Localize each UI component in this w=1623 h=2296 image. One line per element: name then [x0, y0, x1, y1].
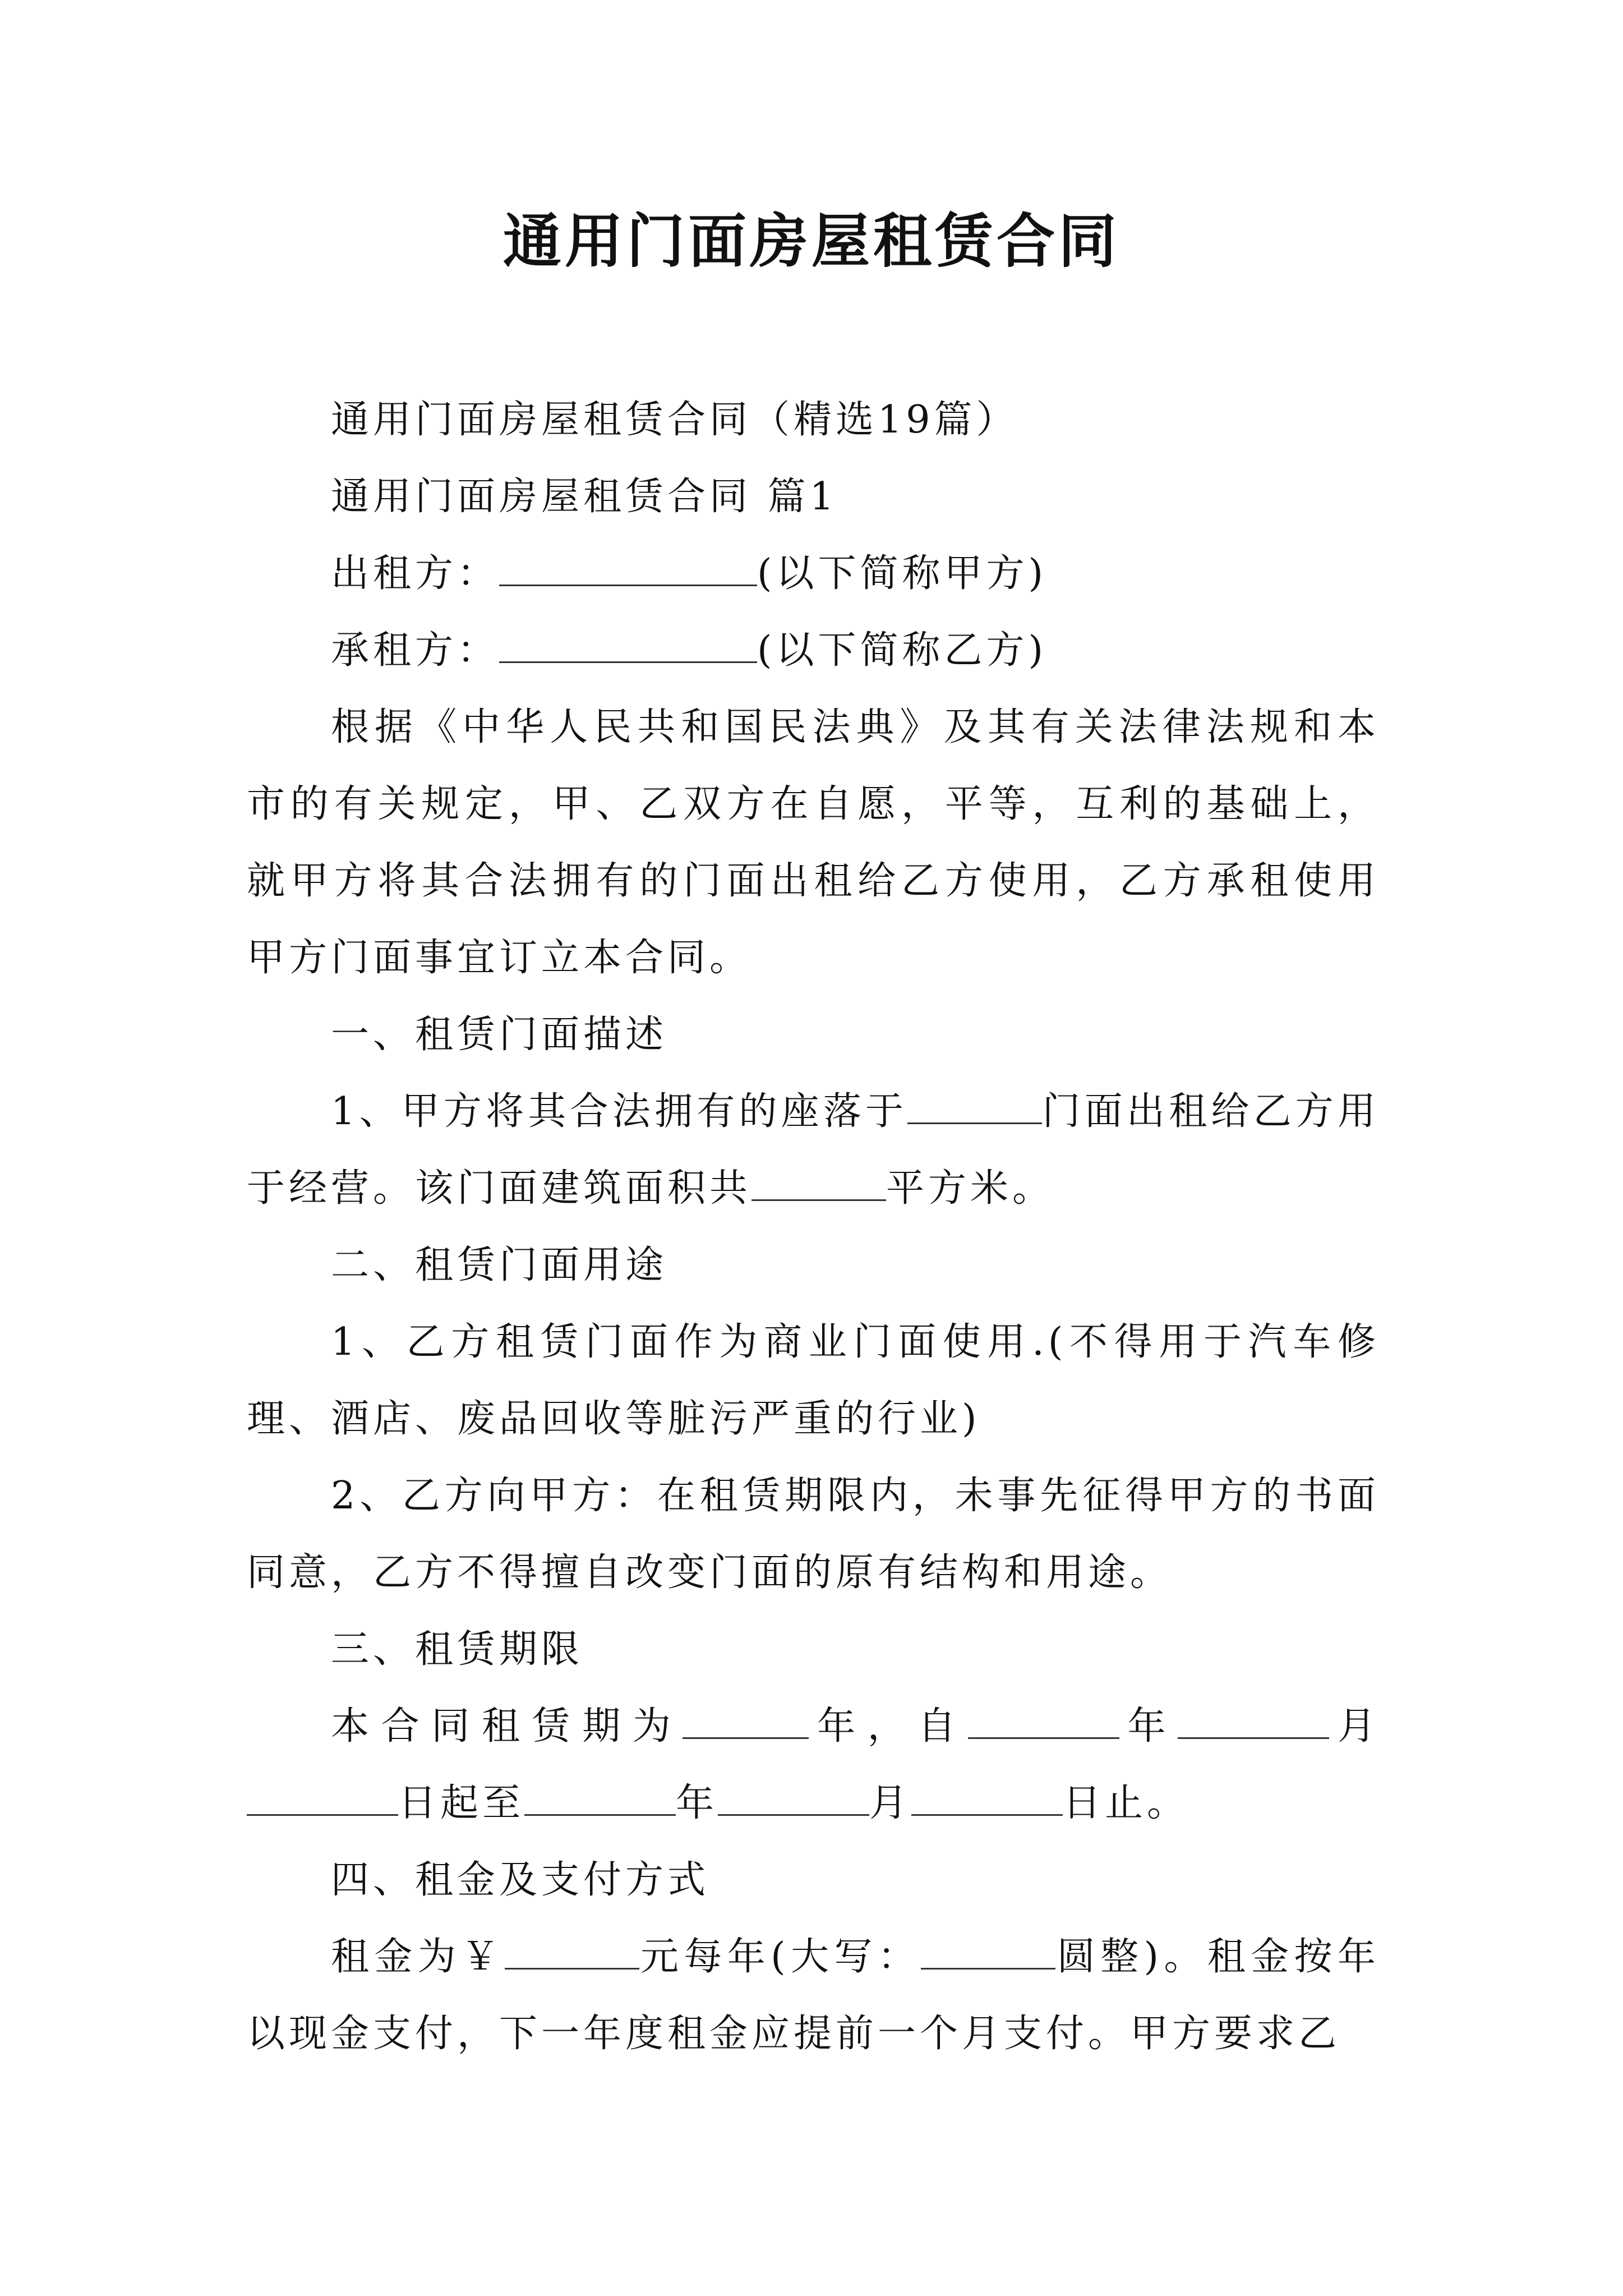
lessee-suffix: (以下简称乙方): [757, 628, 1048, 673]
term-text-g: 月: [869, 1781, 912, 1825]
lessor-label: 出租方：: [331, 551, 500, 596]
start-month-blank: [1178, 1703, 1329, 1739]
term-text-f: 年: [676, 1781, 718, 1825]
document-title: 通用门面房屋租赁合同: [502, 206, 1120, 275]
lessor-line: [247, 535, 1380, 612]
section2-item2: 2、乙方向甲方：在租赁期限内，未事先征得甲方的书面同意，乙方不得擅自改变门面的原有结构和用途。: [247, 1474, 1380, 1595]
section1-item1-text-c: 平方米。: [886, 1166, 1055, 1211]
rent-uppercase-blank: [921, 1933, 1055, 1970]
term-text-h: 日止。: [1063, 1781, 1189, 1825]
rent-text-b: 元每年(大写：: [639, 1935, 921, 1979]
term-text-a: 本合同租赁期为: [331, 1704, 683, 1749]
term-text-d: 月: [1329, 1704, 1380, 1749]
rent-text-c: 圆整)。租金按年以现金支付，下一年度租金应提前一个月支付。甲方要求乙: [247, 1935, 1380, 2056]
end-month-blank: [718, 1779, 869, 1816]
start-day-blank: [247, 1779, 398, 1816]
term-text-b: 年，自: [809, 1704, 969, 1749]
area-blank: [751, 1165, 886, 1201]
lessor-blank: [499, 550, 757, 586]
intro-paragraph: 根据《中华人民共和国民法典》及其有关法律法规和本市的有关规定，甲、乙双方在自愿，平等，互利的基础上，就甲方将其合法拥有的门面出租给乙方使用，乙方承租使用甲方门面事宜订立本合同。: [247, 705, 1380, 980]
rent-amount-blank: [505, 1933, 639, 1970]
lessee-blank: [499, 627, 757, 663]
section3-term: [247, 1688, 1380, 1842]
term-text-c: 年: [1119, 1704, 1178, 1749]
end-year-blank: [524, 1779, 676, 1816]
section4-rent: [247, 1918, 1380, 2072]
rent-text-a: 租金为￥: [331, 1935, 505, 1979]
lessor-suffix: (以下简称甲方): [757, 551, 1048, 596]
section1-item1-text-b: 门面出租给乙方用于经营。该门面建筑面积共: [247, 1089, 1380, 1211]
section1-heading: 一、租赁门面描述: [331, 1013, 668, 1057]
location-blank: [907, 1088, 1042, 1124]
section2-item1: 1、乙方租赁门面作为商业门面使用.(不得用于汽车修理、酒店、废品回收等脏污严重的行业): [247, 1320, 1380, 1441]
section1-item1-text-a: 1、甲方将其合法拥有的座落于: [331, 1089, 908, 1134]
term-text-e: 日起至: [398, 1781, 525, 1825]
document-body: [247, 381, 1380, 2072]
subtitle-line: 通用门面房屋租赁合同（精选19篇）: [331, 398, 1018, 442]
chapter-line: 通用门面房屋租赁合同 篇1: [331, 475, 838, 519]
term-years-blank: [683, 1703, 809, 1739]
section1-item1: [247, 1073, 1380, 1227]
lessee-line: [247, 612, 1380, 689]
end-day-blank: [911, 1779, 1063, 1816]
lessee-label: 承租方：: [331, 628, 500, 673]
start-year-blank: [968, 1703, 1119, 1739]
section3-heading: 三、租赁期限: [331, 1627, 584, 1672]
section2-heading: 二、租赁门面用途: [331, 1243, 668, 1287]
section4-heading: 四、租金及支付方式: [331, 1858, 710, 1902]
